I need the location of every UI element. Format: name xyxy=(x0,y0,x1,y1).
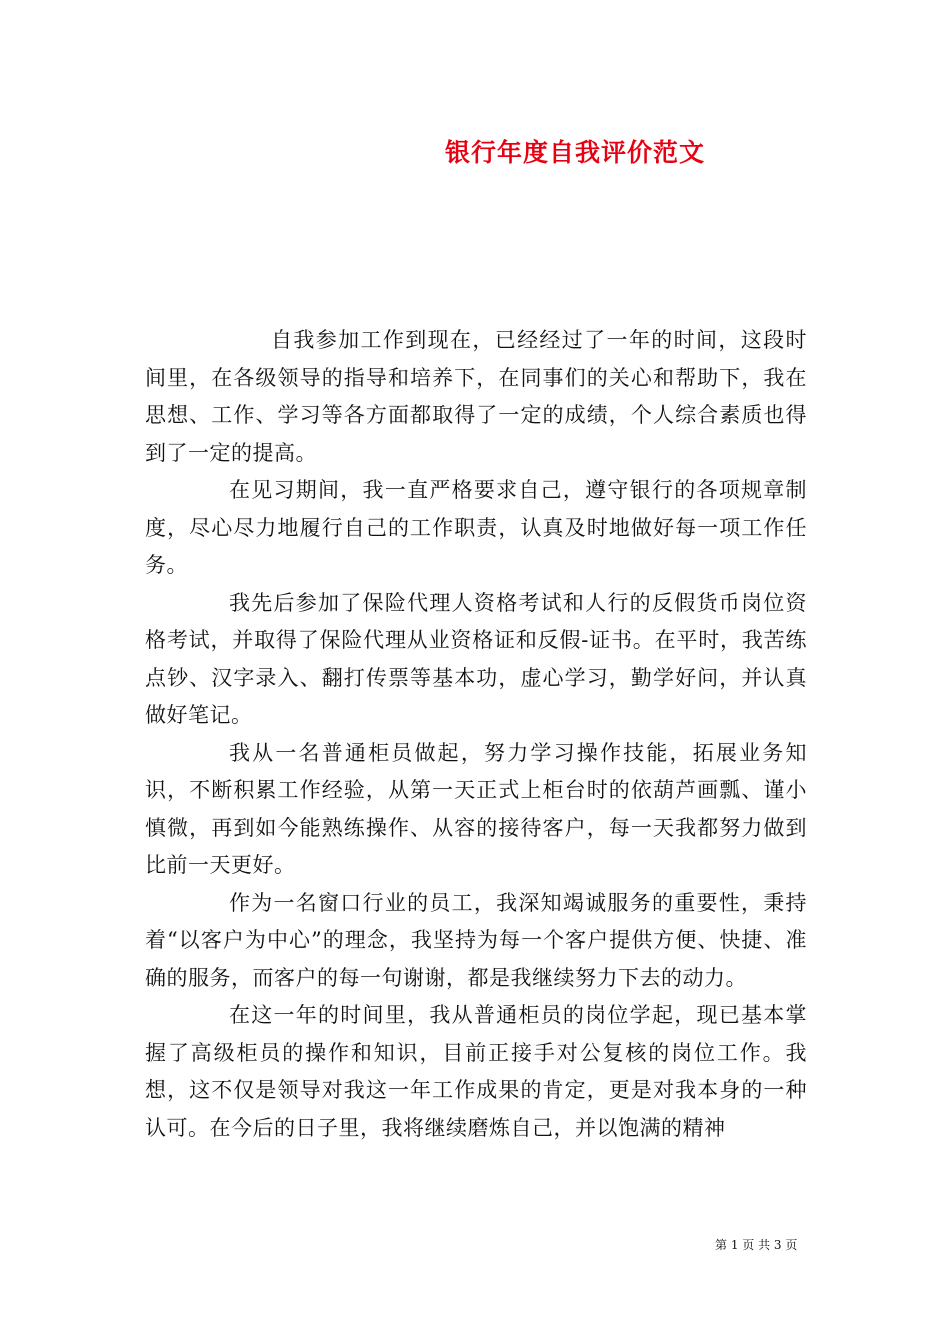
paragraph-4: 我从一名普通柜员做起，努力学习操作技能，拓展业务知识，不断积累工作经验，从第一天正式上柜台时的依葫芦画瓢、谨小慎微，再到如今能熟练操作、从容的接待客户，每一天我都努力做到比前一天更好。 xyxy=(145,740,807,877)
paragraph-6: 在这一年的时间里，我从普通柜员的岗位学起，现已基本掌握了高级柜员的操作和知识，目前正接手对公复核的岗位工作。我想，这不仅是领导对我这一年工作成果的肯定，更是对我本身的一种认可。在今后的日子里，我将继续磨炼自己，并以饱满的精神 xyxy=(145,1003,807,1140)
document-body xyxy=(145,322,807,1147)
paragraph-1: 自我参加工作到现在，已经经过了一年的时间，这段时间里，在各级领导的指导和培养下，在同事们的关心和帮助下，我在思想、工作、学习等各方面都取得了一定的成绩，个人综合素质也得到了一定的提高。 xyxy=(145,328,807,465)
paragraph-5: 作为一名窗口行业的员工，我深知竭诚服务的重要性，秉持着“以客户为中心”的理念，我坚持为每一个客户提供方便、快捷、准确的服务，而客户的每一句谢谢，都是我继续努力下去的动力。 xyxy=(145,890,807,990)
paragraph-3: 我先后参加了保险代理人资格考试和人行的反假货币岗位资格考试，并取得了保险代理从业资格证和反假-证书。在平时，我苦练点钞、汉字录入、翻打传票等基本功，虚心学习，勤学好问，并认真做好笔记。 xyxy=(145,590,807,727)
page-number-footer: 第 1 页 共 3 页 xyxy=(715,1238,798,1252)
document-title: 银行年度自我评价范文 xyxy=(444,138,705,167)
paragraph-2: 在见习期间，我一直严格要求自己，遵守银行的各项规章制度，尽心尽力地履行自己的工作职责，认真及时地做好每一项工作任务。 xyxy=(145,478,807,577)
